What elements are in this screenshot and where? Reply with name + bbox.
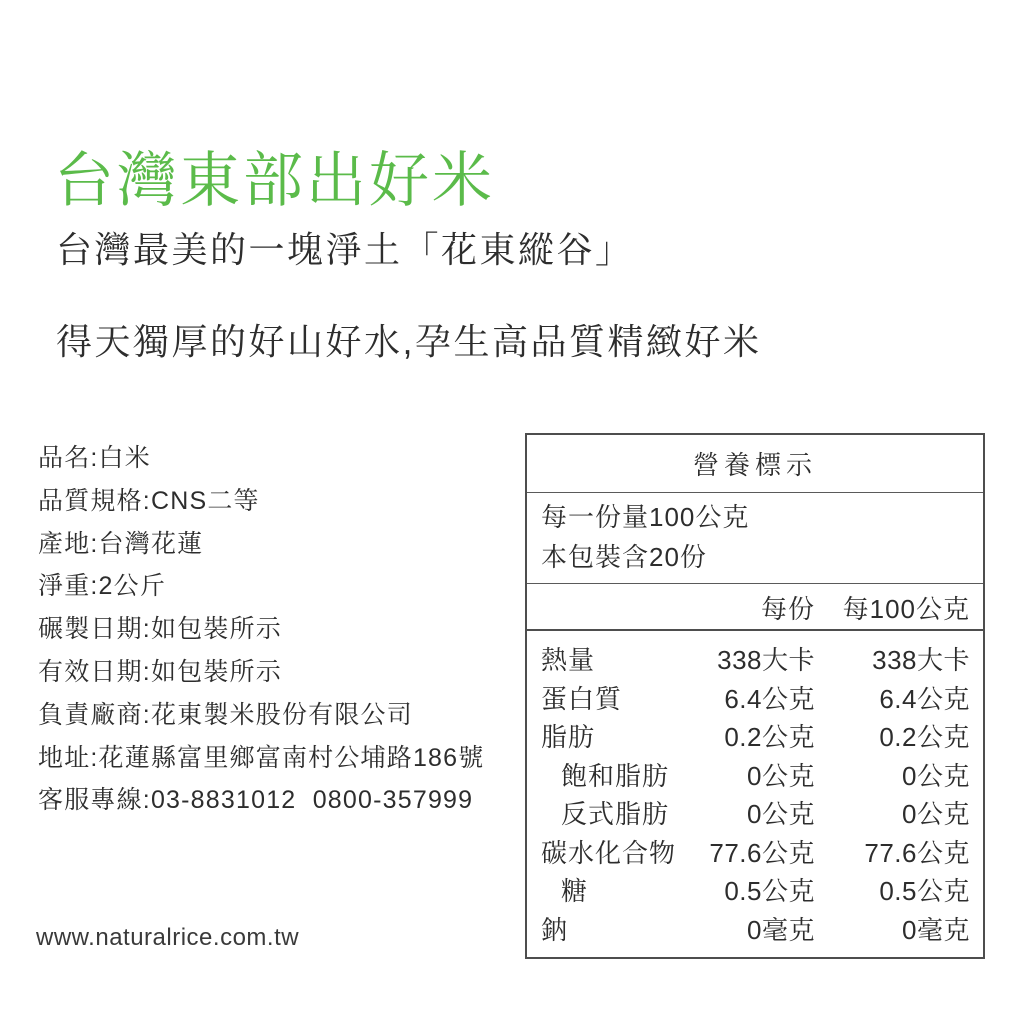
subtitle-line-2: 得天獨厚的好山好水,孕生高品質精緻好米 bbox=[56, 321, 762, 362]
per-100g-value: 77.6公克 bbox=[864, 837, 970, 868]
website-url: www.naturalrice.com.tw bbox=[36, 924, 300, 951]
nutrient-label: 脂肪 bbox=[541, 722, 596, 752]
per-100g-value: 0公克 bbox=[902, 799, 970, 829]
nutrient-label: 碳水化合物 bbox=[541, 837, 677, 868]
column-header-spacer bbox=[541, 589, 695, 626]
column-header-per-100g: 每100公克 bbox=[842, 594, 970, 624]
nutrition-row-calories bbox=[541, 641, 970, 680]
nutrition-row-protein bbox=[541, 680, 970, 719]
per-100g-value: 0.5公克 bbox=[879, 876, 970, 906]
service-hotline-line: 客服專線:03-8831012 0800-357999 bbox=[38, 786, 474, 815]
nutrition-table bbox=[525, 433, 985, 959]
manufacturer-line: 負責廠商:花東製米股份有限公司 bbox=[38, 700, 413, 729]
per-100g-value: 338大卡 bbox=[872, 645, 970, 675]
per-100g-value: 0公克 bbox=[902, 760, 970, 791]
per-serving-value: 0.2公克 bbox=[724, 722, 815, 752]
column-header-per-serving: 每份 bbox=[760, 594, 815, 624]
net-weight-line: 淨重:2公斤 bbox=[38, 572, 167, 601]
product-name-line: 品名:白米 bbox=[38, 444, 151, 472]
address-line: 地址:花蓮縣富里鄉富南村公埔路186號 bbox=[38, 743, 485, 772]
quality-spec-line: 品質規格:CNS二等 bbox=[38, 486, 260, 515]
nutrition-row-sodium bbox=[541, 911, 970, 950]
nutrient-label: 飽和脂肪 bbox=[561, 760, 670, 791]
nutrient-label: 熱量 bbox=[541, 645, 596, 675]
nutrition-row-trans-fat bbox=[541, 795, 970, 834]
nutrient-label: 反式脂肪 bbox=[561, 799, 670, 829]
per-serving-value: 0公克 bbox=[747, 799, 815, 829]
product-info-block bbox=[38, 437, 484, 822]
milling-date-line: 碾製日期:如包裝所示 bbox=[38, 615, 282, 644]
nutrition-column-headers bbox=[527, 584, 983, 631]
nutrition-table-title: 營養標示 bbox=[527, 435, 983, 493]
per-100g-value: 0毫克 bbox=[902, 914, 970, 945]
origin-line: 產地:台灣花蓮 bbox=[38, 529, 204, 558]
subtitle-line-1: 台灣最美的一塊淨土「花東縱谷」 bbox=[56, 229, 634, 270]
nutrient-label: 糖 bbox=[561, 876, 589, 906]
nutrition-row-sugar bbox=[541, 872, 970, 911]
nutrient-label: 蛋白質 bbox=[541, 683, 623, 714]
per-serving-value: 77.6公克 bbox=[709, 837, 815, 868]
serving-info bbox=[527, 493, 983, 584]
page-title: 台灣東部出好米 bbox=[54, 147, 495, 215]
nutrient-label: 鈉 bbox=[541, 914, 569, 945]
per-100g-value: 0.2公克 bbox=[879, 722, 970, 752]
per-serving-value: 338大卡 bbox=[717, 645, 815, 675]
serving-size-line: 每一份量100公克 bbox=[541, 502, 750, 532]
nutrition-row-saturated-fat bbox=[541, 757, 970, 796]
nutrition-row-carbohydrate bbox=[541, 834, 970, 873]
nutrition-rows bbox=[527, 631, 983, 949]
per-serving-value: 0毫克 bbox=[747, 914, 815, 945]
nutrition-row-fat bbox=[541, 718, 970, 757]
per-serving-value: 0公克 bbox=[747, 760, 815, 791]
servings-per-pack-line: 本包裝含20份 bbox=[541, 542, 707, 572]
per-serving-value: 0.5公克 bbox=[724, 876, 815, 906]
per-serving-value: 6.4公克 bbox=[724, 683, 815, 714]
expiry-date-line: 有效日期:如包裝所示 bbox=[38, 657, 282, 686]
per-100g-value: 6.4公克 bbox=[879, 683, 970, 714]
